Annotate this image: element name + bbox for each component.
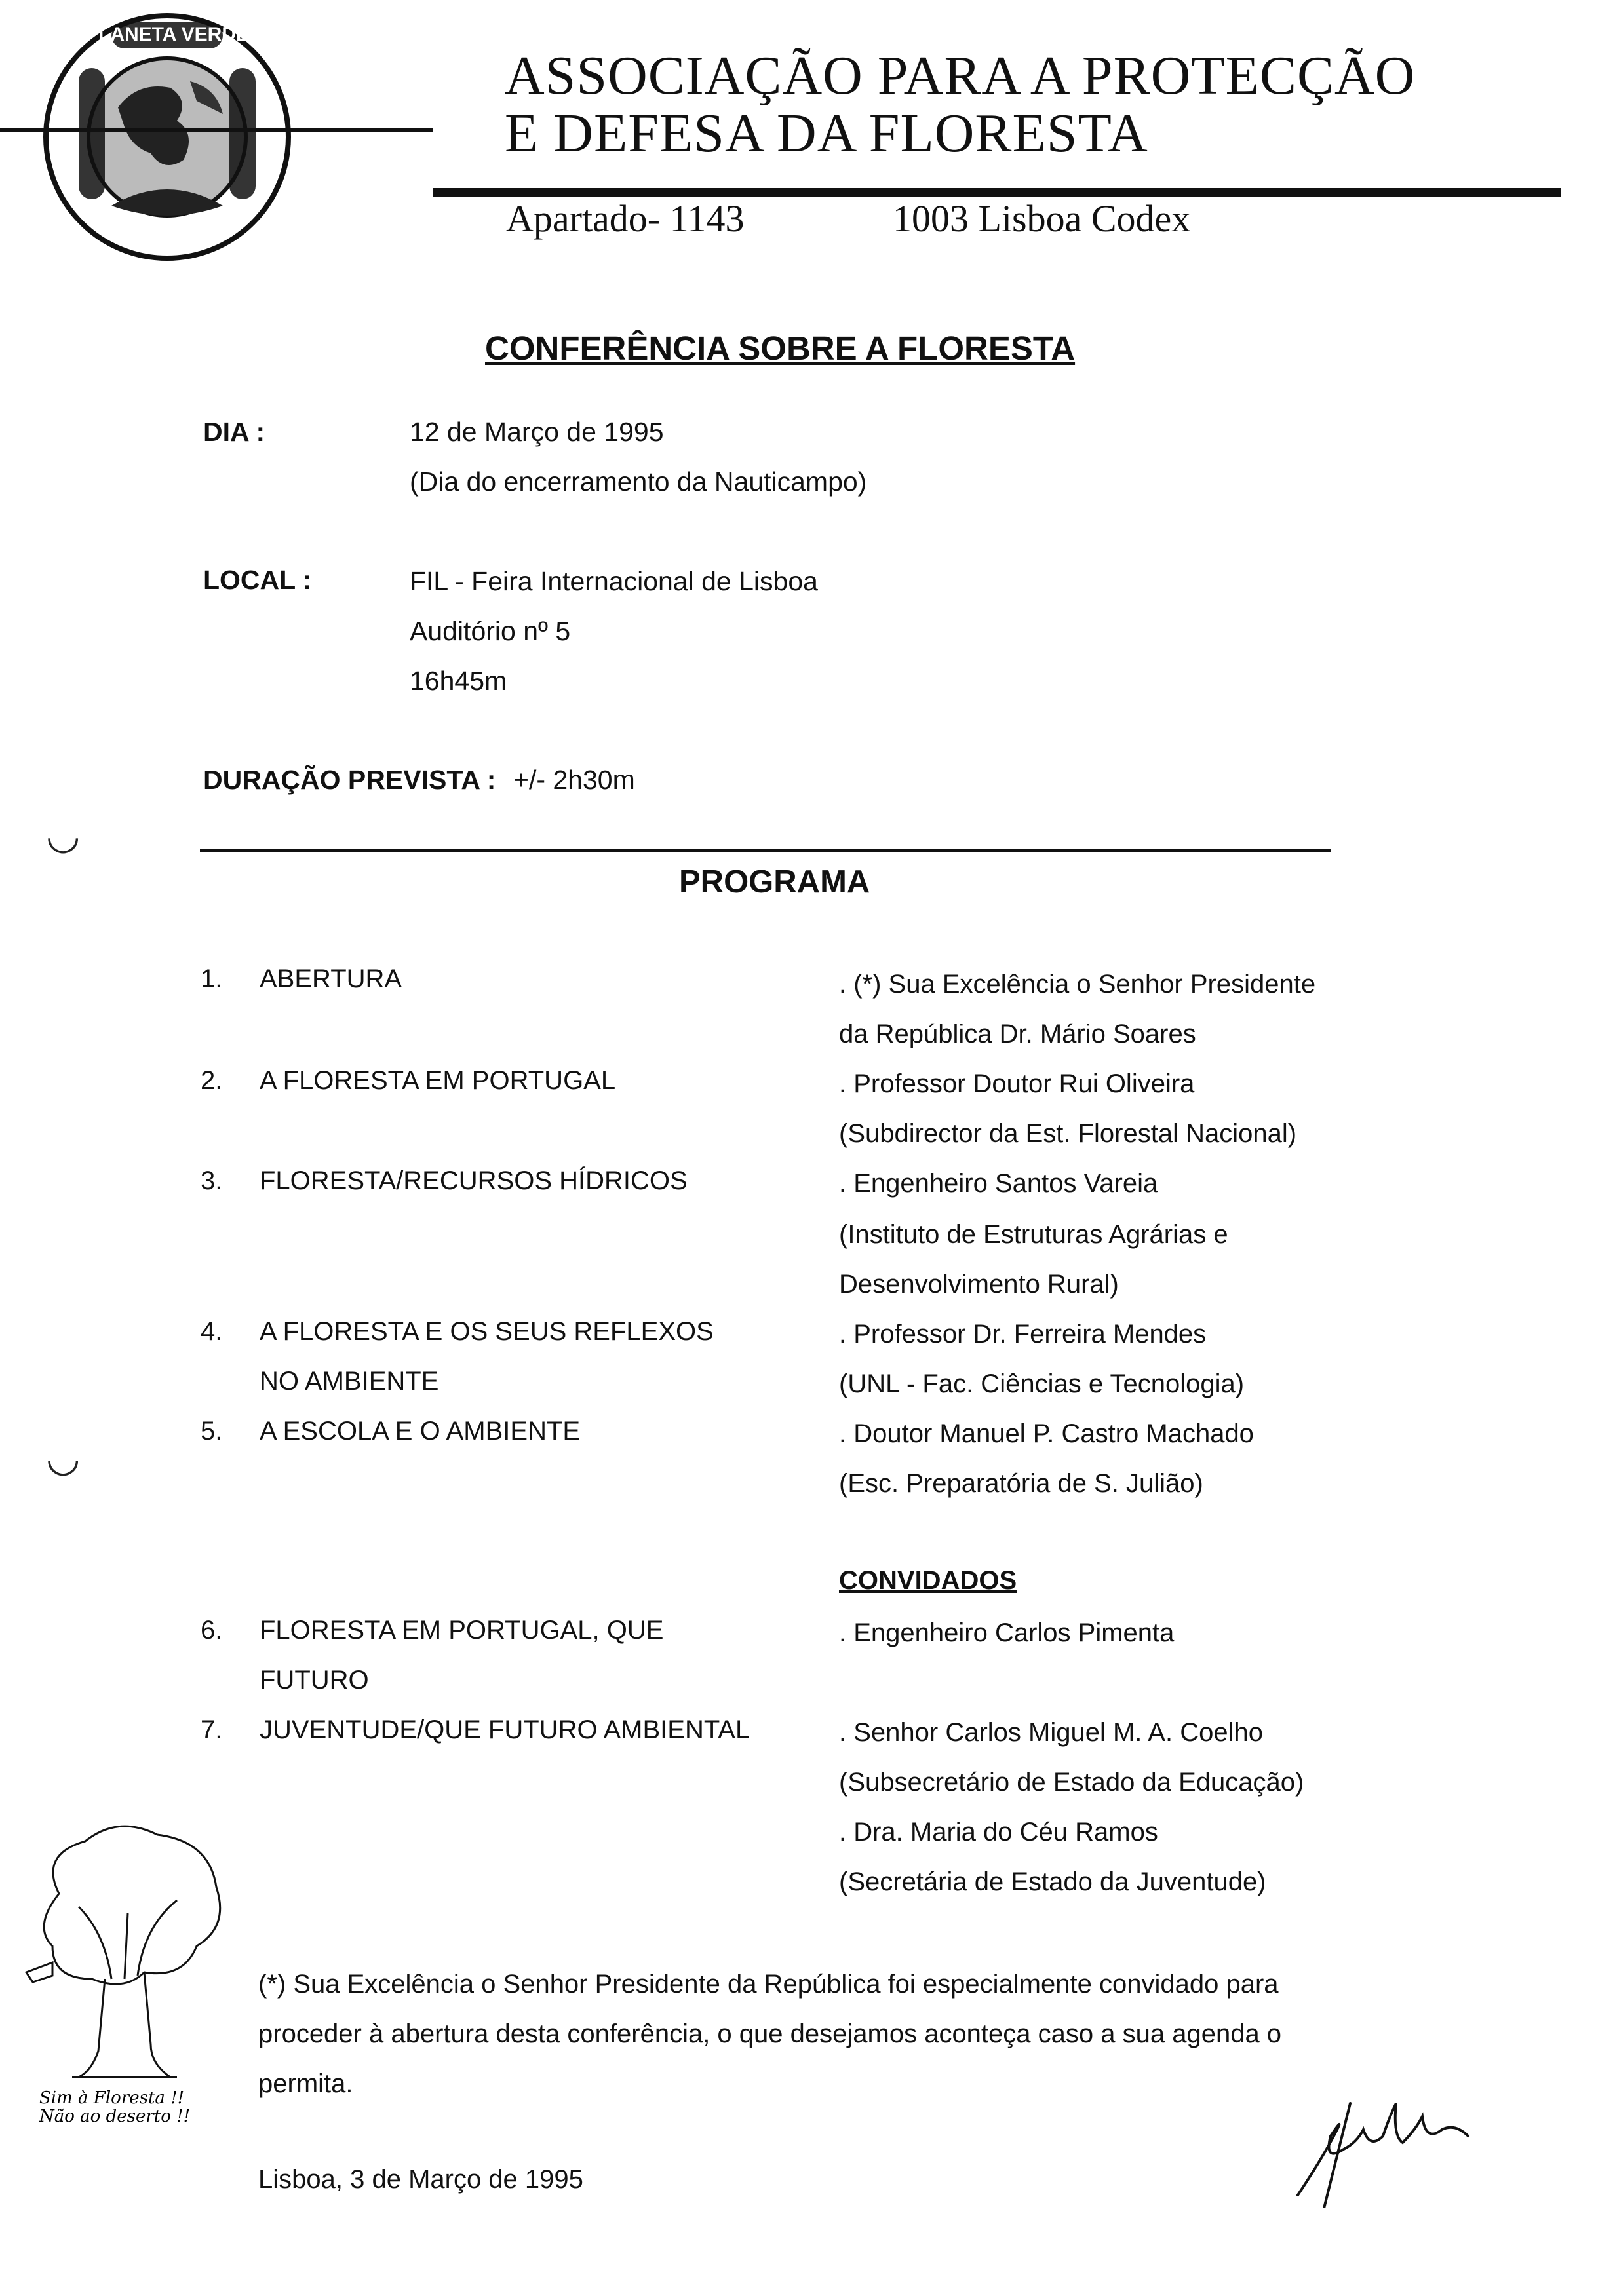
program-item-number: 4. bbox=[201, 1317, 223, 1346]
address-po-box: Apartado- 1143 bbox=[506, 197, 745, 240]
day-note: (Dia do encerramento da Nauticampo) bbox=[410, 467, 867, 497]
punch-mark: ◡ bbox=[46, 1436, 81, 1480]
speaker-line: (Subdirector da Est. Florestal Nacional) bbox=[839, 1119, 1297, 1148]
speaker-line: . Dra. Maria do Céu Ramos bbox=[839, 1818, 1158, 1846]
header-left-rule bbox=[0, 128, 433, 132]
program-item-title: FLORESTA EM PORTUGAL, QUE bbox=[260, 1616, 664, 1645]
punch-mark: ◡ bbox=[46, 813, 81, 857]
local-line: Auditório nº 5 bbox=[410, 616, 571, 646]
speaker-line: Desenvolvimento Rural) bbox=[839, 1270, 1119, 1299]
speaker-line: . Professor Doutor Rui Oliveira bbox=[839, 1069, 1195, 1098]
organization-name bbox=[505, 47, 1415, 163]
header-rule bbox=[433, 188, 1561, 197]
speaker-line: (Secretária de Estado da Juventude) bbox=[839, 1867, 1266, 1896]
program-item-title: ABERTURA bbox=[260, 965, 402, 993]
logo-text: PLANETA VERDE bbox=[85, 24, 250, 45]
speaker-line: (Subsecretário de Estado da Educação) bbox=[839, 1768, 1304, 1797]
organization-name-line2: E DEFESA DA FLORESTA bbox=[505, 103, 1148, 164]
program-item-number: 1. bbox=[201, 965, 223, 993]
day-value: 12 de Março de 1995 bbox=[410, 417, 664, 447]
tree-caption-line2: Não ao deserto !! bbox=[39, 2107, 191, 2123]
section-divider bbox=[200, 849, 1331, 852]
program-item-number: 2. bbox=[201, 1066, 223, 1095]
program-item-number: 3. bbox=[201, 1166, 223, 1195]
local-label: LOCAL : bbox=[203, 565, 312, 595]
handwritten-signature bbox=[1285, 2090, 1481, 2208]
program-item-title: A ESCOLA E O AMBIENTE bbox=[260, 1417, 581, 1445]
program-item-title: A FLORESTA EM PORTUGAL bbox=[260, 1066, 616, 1095]
conference-title: CONFERÊNCIA SOBRE A FLORESTA bbox=[485, 330, 1076, 367]
speaker-line: . Doutor Manuel P. Castro Machado bbox=[839, 1419, 1254, 1448]
day-label: DIA : bbox=[203, 417, 265, 447]
address-city: 1003 Lisboa Codex bbox=[893, 197, 1191, 240]
speaker-line: . Engenheiro Santos Vareia bbox=[839, 1169, 1158, 1198]
footnote-line: permita. bbox=[258, 2069, 353, 2098]
program-item-title: NO AMBIENTE bbox=[260, 1367, 439, 1396]
speaker-line: da República Dr. Mário Soares bbox=[839, 1020, 1196, 1048]
program-item-title: JUVENTUDE/QUE FUTURO AMBIENTAL bbox=[260, 1715, 750, 1744]
program-title: PROGRAMA bbox=[679, 864, 870, 900]
speaker-line: . (*) Sua Excelência o Senhor Presidente bbox=[839, 970, 1316, 999]
planeta-verde-logo bbox=[39, 9, 295, 265]
footnote-line: (*) Sua Excelência o Senhor Presidente da República foi especialmente convidado para bbox=[258, 1970, 1279, 1999]
program-item-number: 7. bbox=[201, 1715, 223, 1744]
speaker-line: . Senhor Carlos Miguel M. A. Coelho bbox=[839, 1718, 1263, 1747]
speaker-line: (Esc. Preparatória de S. Julião) bbox=[839, 1469, 1203, 1498]
duration-label: DURAÇÃO PREVISTA : bbox=[203, 765, 496, 795]
speaker-line: . Professor Dr. Ferreira Mendes bbox=[839, 1320, 1207, 1349]
speaker-line: (UNL - Fac. Ciências e Tecnologia) bbox=[839, 1369, 1245, 1398]
organization-name-line1: ASSOCIAÇÃO PARA A PROTECÇÃO bbox=[505, 45, 1416, 106]
speaker-line: . Engenheiro Carlos Pimenta bbox=[839, 1618, 1175, 1647]
speaker-line: (Instituto de Estruturas Agrárias e bbox=[839, 1220, 1228, 1249]
tree-drawing bbox=[13, 1815, 229, 2123]
program-item-title: FLORESTA/RECURSOS HÍDRICOS bbox=[260, 1166, 688, 1195]
duration-value: +/- 2h30m bbox=[513, 765, 635, 795]
program-item-number: 5. bbox=[201, 1417, 223, 1445]
guests-heading: CONVIDADOS bbox=[839, 1566, 1017, 1595]
program-item-number: 6. bbox=[201, 1616, 223, 1645]
tree-caption-line1: Sim à Floresta !! bbox=[39, 2088, 185, 2108]
footnote-line: proceder à abertura desta conferência, o que desejamos aconteça caso a sua agenda o bbox=[258, 2019, 1282, 2048]
program-item-title: A FLORESTA E OS SEUS REFLEXOS bbox=[260, 1317, 714, 1346]
local-line: FIL - Feira Internacional de Lisboa bbox=[410, 566, 818, 596]
date-line: Lisboa, 3 de Março de 1995 bbox=[258, 2165, 583, 2194]
program-item-title: FUTURO bbox=[260, 1666, 369, 1694]
local-line: 16h45m bbox=[410, 666, 507, 696]
